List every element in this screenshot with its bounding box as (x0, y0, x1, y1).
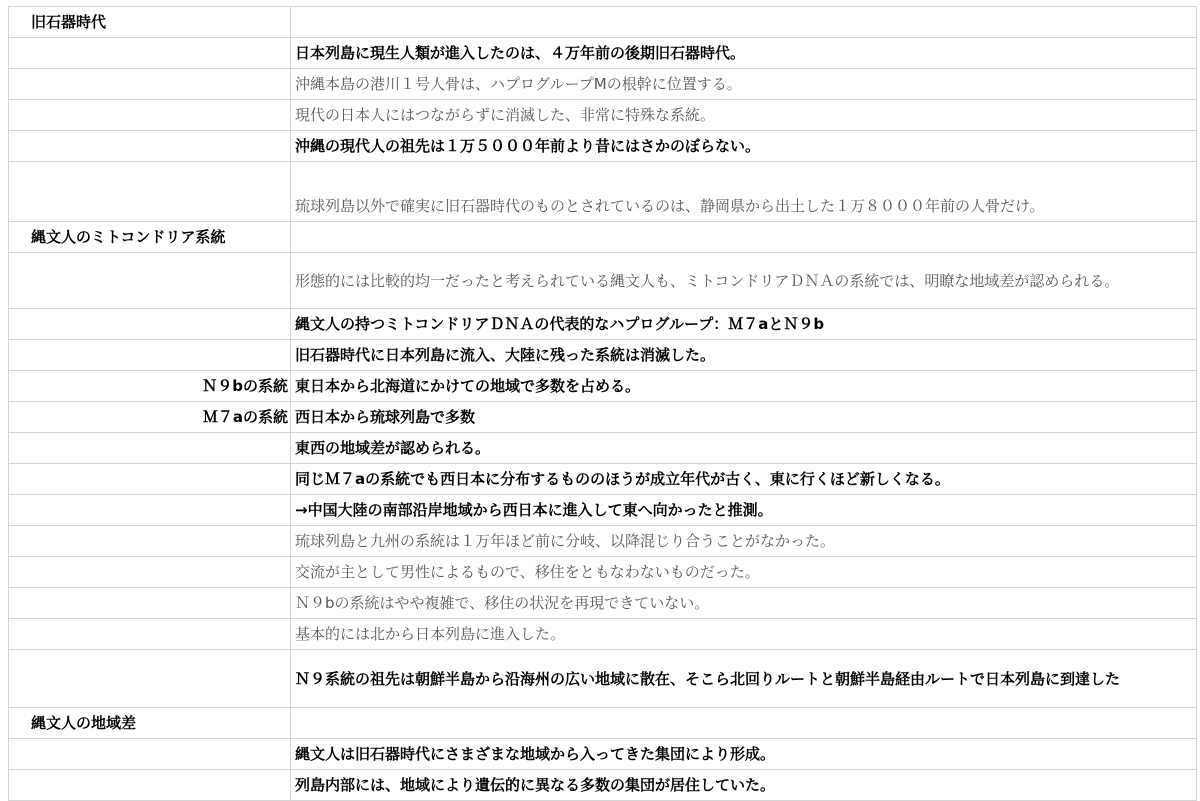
table-row (9, 371, 1197, 402)
cell-a[interactable] (9, 340, 291, 371)
cell-b[interactable]: 琉球列島以外で確実に旧石器時代のものとされているのは、静岡県から出土した１万８０００年前の人骨だけ。 (291, 162, 1197, 222)
cell-a[interactable]: 縄文人のミトコンドリア系統 (9, 222, 291, 253)
cell-b[interactable]: 東日本から北海道にかけての地域で多数を占める。 (291, 371, 1197, 402)
cell-b[interactable]: →中国大陸の南部沿岸地域から西日本に進入して東へ向かったと推測。 (291, 495, 1197, 526)
cell-a[interactable] (9, 309, 291, 340)
table-row (9, 162, 1197, 222)
cell-a[interactable] (9, 739, 291, 770)
table-row (9, 588, 1197, 619)
table-row (9, 340, 1197, 371)
cell-a[interactable] (9, 650, 291, 708)
cell-b[interactable]: 形態的には比較的均一だったと考えられている縄文人も、ミトコンドリアＤＮＡの系統では、明瞭な地域差が認められる。 (291, 253, 1197, 309)
cell-b[interactable]: 沖縄本島の港川１号人骨は、ハプログループMの根幹に位置する。 (291, 69, 1197, 100)
cell-a[interactable] (9, 588, 291, 619)
table-row (9, 253, 1197, 309)
table-row (9, 131, 1197, 162)
table-row (9, 100, 1197, 131)
cell-b[interactable]: 東西の地域差が認められる。 (291, 433, 1197, 464)
cell-b[interactable]: 列島内部には、地域により遺伝的に異なる多数の集団が居住していた。 (291, 770, 1197, 801)
table-row (9, 557, 1197, 588)
cell-b[interactable]: Ｎ９bの系統はやや複雑で、移住の状況を再現できていない。 (291, 588, 1197, 619)
cell-a[interactable] (9, 619, 291, 650)
cell-b[interactable]: 同じＭ７aの系統でも西日本に分布するもののほうが成立年代が古く、東に行くほど新しくなる。 (291, 464, 1197, 495)
table-row (9, 309, 1197, 340)
table-row (9, 526, 1197, 557)
table-row (9, 38, 1197, 69)
cell-a[interactable] (9, 253, 291, 309)
cell-b[interactable]: 旧石器時代に日本列島に流入、大陸に残った系統は消滅した。 (291, 340, 1197, 371)
table-row (9, 650, 1197, 708)
cell-a[interactable] (9, 464, 291, 495)
cell-a[interactable] (9, 526, 291, 557)
cell-b[interactable] (291, 7, 1197, 38)
spreadsheet-grid (8, 6, 1197, 801)
cell-a[interactable] (9, 69, 291, 100)
cell-a[interactable] (9, 162, 291, 222)
table-row (9, 7, 1197, 38)
cell-a[interactable]: 縄文人の地域差 (9, 708, 291, 739)
table-row (9, 619, 1197, 650)
cell-b[interactable]: 日本列島に現生人類が進入したのは、４万年前の後期旧石器時代。 (291, 38, 1197, 69)
table-row (9, 222, 1197, 253)
cell-b[interactable]: 基本的には北から日本列島に進入した。 (291, 619, 1197, 650)
table-row (9, 402, 1197, 433)
table-row (9, 495, 1197, 526)
cell-a[interactable] (9, 770, 291, 801)
cell-b[interactable]: 現代の日本人にはつながらずに消滅した、非常に特殊な系統。 (291, 100, 1197, 131)
cell-b[interactable]: 西日本から琉球列島で多数 (291, 402, 1197, 433)
cell-a[interactable] (9, 433, 291, 464)
grid-body (9, 7, 1197, 801)
table-row (9, 464, 1197, 495)
cell-b[interactable]: 交流が主として男性によるもので、移住をともなわないものだった。 (291, 557, 1197, 588)
cell-a[interactable]: 旧石器時代 (9, 7, 291, 38)
cell-b[interactable]: 縄文人は旧石器時代にさまざまな地域から入ってきた集団により形成。 (291, 739, 1197, 770)
table-row (9, 708, 1197, 739)
cell-b[interactable] (291, 708, 1197, 739)
table-row (9, 739, 1197, 770)
cell-b[interactable] (291, 222, 1197, 253)
table-row (9, 433, 1197, 464)
cell-b[interactable]: Ｎ９系統の祖先は朝鮮半島から沿海州の広い地域に散在、そこら北回りルートと朝鮮半島経由ルートで日本列島に到達した (291, 650, 1197, 708)
cell-a[interactable] (9, 557, 291, 588)
cell-a[interactable] (9, 38, 291, 69)
table-row (9, 69, 1197, 100)
cell-a[interactable] (9, 495, 291, 526)
cell-a[interactable] (9, 131, 291, 162)
cell-a[interactable]: Ｎ９bの系統 (9, 371, 291, 402)
cell-a[interactable]: Ｍ７aの系統 (9, 402, 291, 433)
cell-b[interactable]: 縄文人の持つミトコンドリアＤＮＡの代表的なハプログループ：Ｍ７aとＮ９b (291, 309, 1197, 340)
cell-b[interactable]: 琉球列島と九州の系統は１万年ほど前に分岐、以降混じり合うことがなかった。 (291, 526, 1197, 557)
cell-a[interactable] (9, 100, 291, 131)
cell-b[interactable]: 沖縄の現代人の祖先は１万５０００年前より昔にはさかのぼらない。 (291, 131, 1197, 162)
table-row (9, 770, 1197, 801)
